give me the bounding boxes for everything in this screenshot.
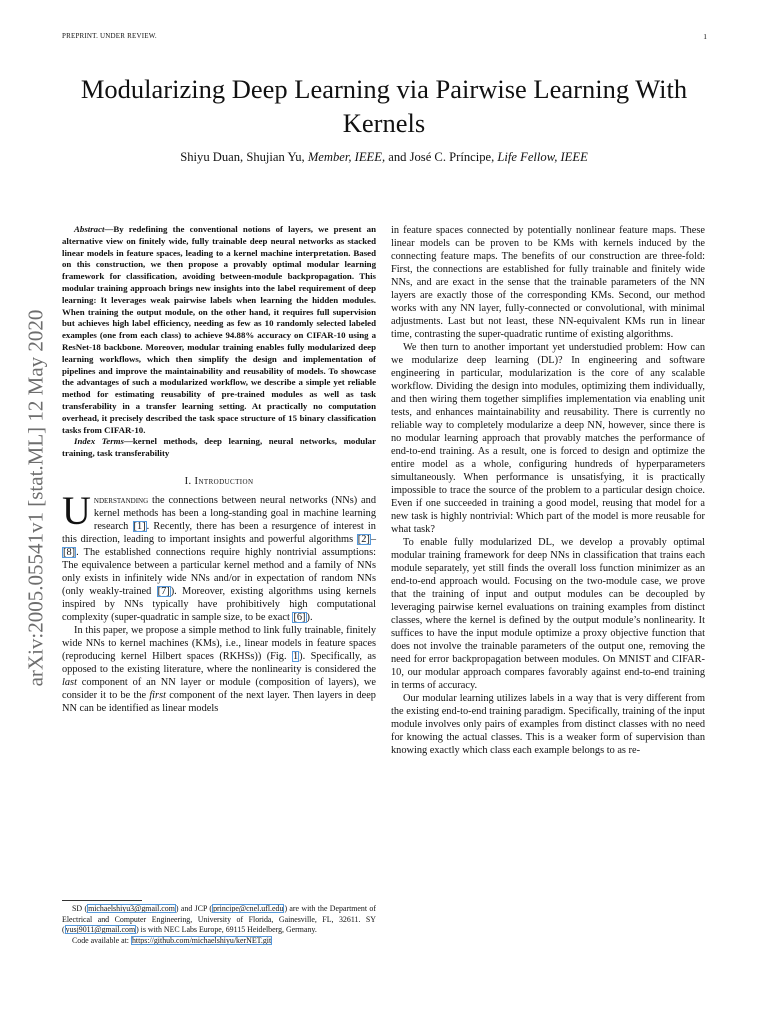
author-line <box>40 150 728 165</box>
citation-link[interactable]: [7] <box>157 585 170 597</box>
abstract <box>62 224 376 436</box>
section-title: Introduction <box>194 475 254 487</box>
footnote-rule <box>62 900 142 901</box>
author-role-1: Member, IEEE, <box>307 150 386 164</box>
citation-link[interactable]: [8] <box>63 546 76 558</box>
body-paragraph-2: We then turn to another important yet understudied problem: How can we modularize deep learning (DL)? In engineering and software engineering in particular, modularization is the core of any scalable workflow. Dividing the design into modules, optimizing them individually, and then wiring them together simplifies implementation via enabling unit tests, and enhances maintainability and reusability. There is currently no reliable way to completely modularize a deep NN, however, since there is no modular learning approach that provably matches the performance of end-to-end training. As a result, one is forced to design and optimize the entire model as a whole, configuring hundreds of hyperparameters simultaneously. When performance is unsatisfying, it is practically impossible to trace the source of the problem to a particular design choice. Even if one succeeded in training a good model, reusing that model for a new task is highly nontrivial: Which part of the model is more reusable for what task? <box>391 342 705 535</box>
email-link-sy[interactable]: yusj9011@gmail.com <box>65 925 136 934</box>
intro-text: component of an NN layer or module (composition of layers), we consider it to be the <box>62 676 376 701</box>
footnote-affiliation <box>62 904 376 936</box>
intro-text: – <box>370 533 376 545</box>
author-names-1: Shiyu Duan, Shujian Yu, <box>180 150 305 164</box>
index-terms-text: —kernel methods, deep learning, neural networks, modular training, task transferability <box>62 436 376 459</box>
paper-title: Modularizing Deep Learning via Pairwise Learning With Kernels <box>80 74 688 138</box>
footnote-text: ) and JCP ( <box>175 904 213 913</box>
body-paragraph-1: in feature spaces connected by potentially nonlinear feature maps. These linear models can be proven to be KMs with kernels induced by the connecting feature maps. The benefits of our construction are three-fold: First, the connections are established for fully trainable and finitely wide NNs, and are exact in the sense that the trainable parameters of the NN layers are exactly those of the corresponding KMs. Second, our method works with any NN layer, fully-connected or convolutional, with minimal adjustments. Last but not least, these NN-equivalent KMs run in linear time, contrasting the super-quadratic runtime of existing algorithms. <box>391 225 705 340</box>
index-terms-label: Index Terms <box>74 436 124 447</box>
email-link-jcp[interactable]: principe@cnel.ufl.edu <box>213 904 284 913</box>
running-head: PREPRINT. UNDER REVIEW. <box>62 32 157 40</box>
drop-cap: U <box>62 487 91 533</box>
intro-text: the connections between neural networks (NNs) and kernel methods has been a long-standing goal in machine learning research <box>93 494 376 532</box>
footnote-text: SD ( <box>72 904 88 913</box>
citation-link[interactable]: [1] <box>133 520 146 532</box>
abstract-label: Abstract <box>74 224 105 234</box>
intro-text: . Recently, there has been a resurgence of interest in this direction, leading to important insights and powerful algorithms <box>62 520 376 545</box>
intro-text: ). Specifically, as opposed to the existing literature, where the nonlinearity is considered the <box>62 650 376 675</box>
intro-text: In this paper, we propose a simple method to link fully trainable, finitely wide NNs to kernel machines (KMs), i.e., linear models in feature spaces (reproducing kernel Hilbert spaces (RKHSs)) (Fig. <box>62 624 376 662</box>
footnote-text: Code available at: <box>72 935 131 945</box>
author-role-2: Life Fellow, IEEE <box>497 150 588 164</box>
abstract-text: —By redefining the conventional notions of layers, we present an alternative view on finitely wide, fully trainable deep neural networks as stacked linear models in feature spaces, leading to a kernel machine interpretation. Based on this construction, we then propose a provably optimal modular learning framework for classification, avoiding between-module backpropagation. This modular training approach brings new insights into the label requirement of deep learning: It leverages weak pairwise labels when learning the hidden modules. When training the output module, on the other hand, it requires full supervision but achieves high label efficiency, needing as few as 10 randomly selected labeled examples (one from each class) to achieve 94.88% accuracy on CIFAR-10 using a ResNet-18 backbone. Moreover, modular training enables fully modularized deep learning workflows, which then simplify the design and implementation of pipelines and improve the maintainability and reusability of models. To showcase the advantages of such a modularized workflow, we describe a simple yet reliable method for estimating reusability of pre-trained modules as well as task transferability in a transfer learning setting. At practically no computation overhead, it precisely described the task space structure of 15 binary classification tasks from CIFAR-10. <box>62 224 376 435</box>
citation-link[interactable]: [6] <box>293 611 306 623</box>
intro-paragraph-2 <box>62 624 376 715</box>
intro-text: ). Moreover, existing algorithms using kernels inspired by NNs typically have prohibitively high computational complexity (super-quadratic in sample size, to be exact <box>62 585 376 623</box>
arxiv-sidebar <box>22 258 50 738</box>
footnotes <box>62 904 376 946</box>
figure-link[interactable]: 1 <box>292 650 299 662</box>
intro-text: component of the next layer. Then layers in deep NN can be identified as linear models <box>62 689 376 714</box>
citation-link[interactable]: [2] <box>357 533 370 545</box>
intro-lead-caps: nderstanding <box>93 494 149 506</box>
footnote-text: ) is with NEC Labs Europe, 69115 Heidelberg, Germany. <box>136 925 317 934</box>
body-paragraph-4: Our modular learning utilizes labels in a way that is very different from the existing end-to-end training paradigm. Specifically, training of the input module involves only pairs of examples from distinct classes with no need for knowing the actual classes. This is a weaker form of supervision than knowing exactly which class each example belongs to as re- <box>391 693 705 756</box>
body-paragraph-3: To enable fully modularized DL, we develop a provably optimal modular training framework for deep NNs in classification that trains each module separately, yet still finds the overall loss function minimizer as an end-to-end approach would. Focusing on the two-module case, we prove that the training of input and output modules can be decoupled by leveraging pairwise kernel evaluations on training examples from distinct classes, where the kernel is defined by the output module’s nonlinearity. It suffices to have the input module optimize a proxy objective function that does not involve the trainable parameters of the output one, removing the need for error backpropagation between modules. On MNIST and CIFAR-10, our modular approach compares favorably against end-to-end training in terms of accuracy. <box>391 537 705 691</box>
index-terms <box>62 436 376 460</box>
intro-paragraph-1 <box>62 487 376 624</box>
arxiv-identifier: arXiv:2005.05541v1 [stat.ML] 12 May 2020 <box>23 309 48 687</box>
footnote-code <box>62 936 376 947</box>
intro-text: . The established connections require highly nontrivial assumptions: The equivalence between a particular kernel method and a family of NNs only exists in infinitely wide NNs and/or in expectation of random NNs (only weakly-trained <box>62 546 376 597</box>
section-heading-introduction <box>62 475 376 488</box>
emphasis-last: last <box>62 676 77 688</box>
left-column <box>62 224 376 715</box>
emphasis-first: first <box>149 689 166 701</box>
email-link-sd[interactable]: michaelshiyu3@gmail.com <box>88 904 175 913</box>
code-repo-link[interactable]: https://github.com/michaelshiyu/kerNET.git <box>131 935 272 945</box>
intro-text: ). <box>306 611 313 623</box>
right-column <box>391 224 705 757</box>
section-number: I. <box>184 475 192 487</box>
page-number: 1 <box>703 32 707 41</box>
footnote-text: ) are with the Department of Electrical and Computer Engineering, University of Florida, Gainesville, FL, 32611. SY ( <box>62 904 376 934</box>
author-names-2: and José C. Príncipe, <box>388 150 495 164</box>
